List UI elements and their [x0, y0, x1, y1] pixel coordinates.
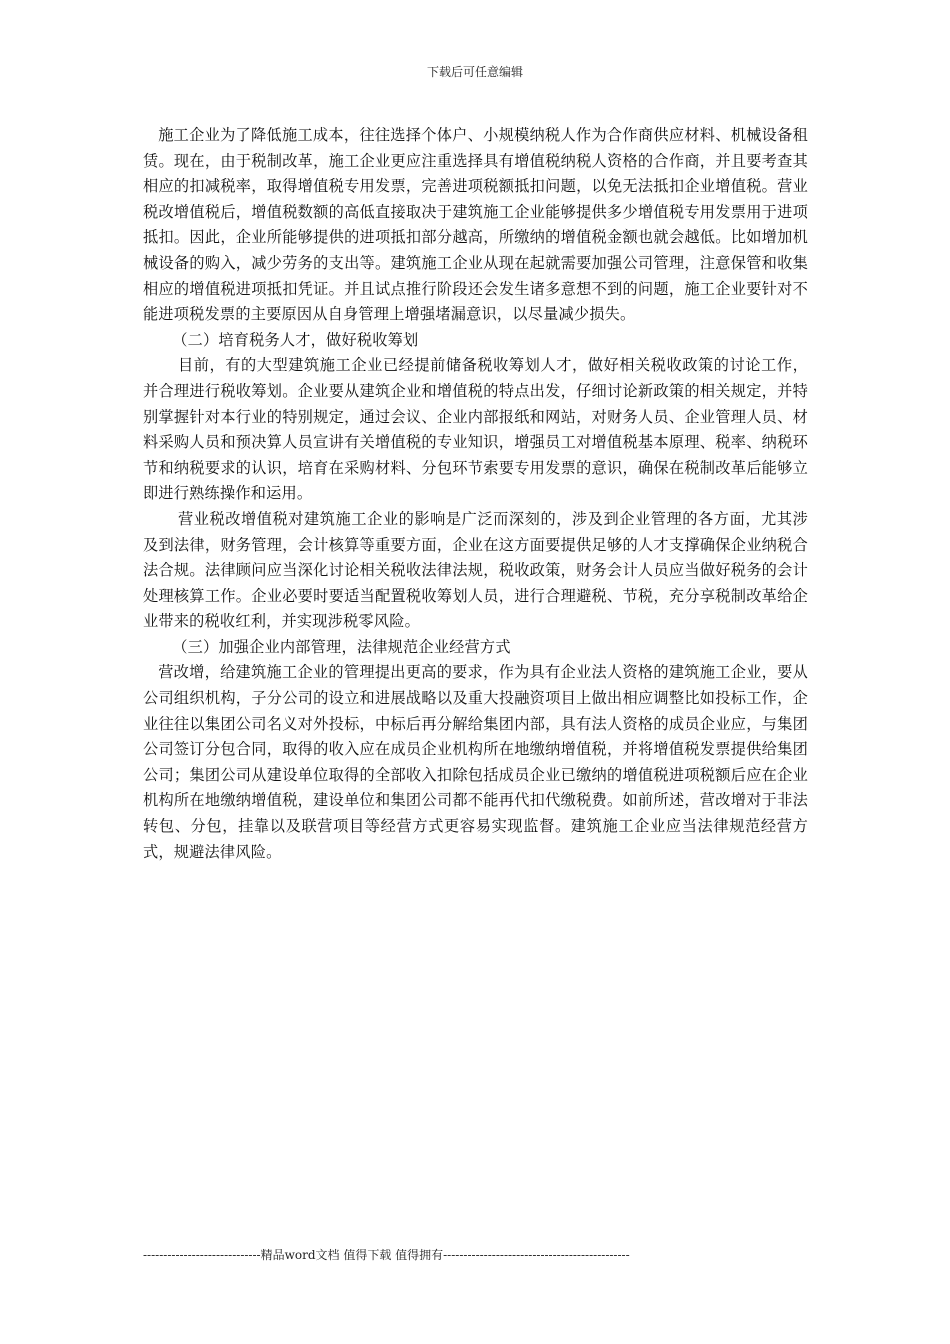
paragraph: 营业税改增值税对建筑施工企业的影响是广泛而深刻的，涉及到企业管理的各方面，尤其涉及到法律，财务管理，会计核算等重要方面，企业在这方面要提供足够的人才支撑确保企业纳税合法合规。法律顾问应当深化讨论相关税收法律法规，税收政策，财务会计人员应当做好税务的会计处理核算工作。企业必要时要适当配置税收筹划人员，进行合理避税、节税，充分享税制改革给企业带来的税收红利，并实现涉税零风险。: [143, 509, 808, 631]
page-header: 下载后可任意编辑: [426, 65, 523, 79]
paragraph: 营改增，给建筑施工企业的管理提出更高的要求，作为具有企业法人资格的建筑施工企业，要从公司组织机构，子分公司的设立和进展战略以及重大投融资项目上做出相应调整比如投标工作，企业往往以集团公司名义对外投标，中标后再分解给集团内部，具有法人资格的成员企业应，与集团公司签订分包合同，取得的收入应在成员企业机构所在地缴纳增值税，并将增值税发票提供给集团公司；集团公司从建设单位取得的全部收入扣除包括成员企业已缴纳的增值税进项税额后应在企业机构所在地缴纳增值税，建设单位和集团公司都不能再代扣代缴税费。如前所述，营改增对于非法转包、分包，挂靠以及联营项目等经营方式更容易实现监督。建筑施工企业应当法律规范经营方式，规避法律风险。: [143, 663, 808, 861]
section-heading: （三）加强企业内部管理，法律规范企业经营方式: [172, 637, 511, 656]
document-body: [143, 123, 808, 865]
paragraph: 施工企业为了降低施工成本，往往选择个体户、小规模纳税人作为合作商供应材料、机械设备租赁。现在，由于税制改革，施工企业更应注重选择具有增值税纳税人资格的合作商，并且要考查其相应的扣减税率，取得增值税专用发票，完善进项税额抵扣问题，以免无法抵扣企业增值税。营业税改增值税后，增值税数额的高低直接取决于建筑施工企业能够提供多少增值税专用发票用于进项抵扣。因此，企业所能够提供的进项抵扣部分越高，所缴纳的增值税金额也就会越低。比如增加机械设备的购入，减少劳务的支出等。建筑施工企业从现在起就需要加强公司管理，注意保管和收集相应的增值税进项抵扣凭证。并且试点推行阶段还会发生诸多意想不到的问题，施工企业要针对不能进项税发票的主要原因从自身管理上增强堵漏意识，以尽量减少损失。: [143, 126, 808, 324]
paragraph: 目前，有的大型建筑施工企业已经提前储备税收筹划人才，做好相关税收政策的讨论工作，并合理进行税收筹划。企业要从建筑企业和增值税的特点出发，仔细讨论新政策的相关规定，并特别掌握针对本行业的特别规定，通过会议、企业内部报纸和网站，对财务人员、企业管理人员、材料采购人员和预决算人员宣讲有关增值税的专业知识，增强员工对增值税基本原理、税率、纳税环节和纳税要求的认识，培育在采购材料、分包环节索要专用发票的意识，确保在税制改革后能够立即进行熟练操作和运用。: [143, 356, 808, 503]
page-footer: -----------------------------精品word文档 值得下载 值得拥有----------------------------------------------: [143, 1248, 630, 1262]
section-heading: （二）培育税务人才，做好税收筹划: [172, 330, 419, 349]
